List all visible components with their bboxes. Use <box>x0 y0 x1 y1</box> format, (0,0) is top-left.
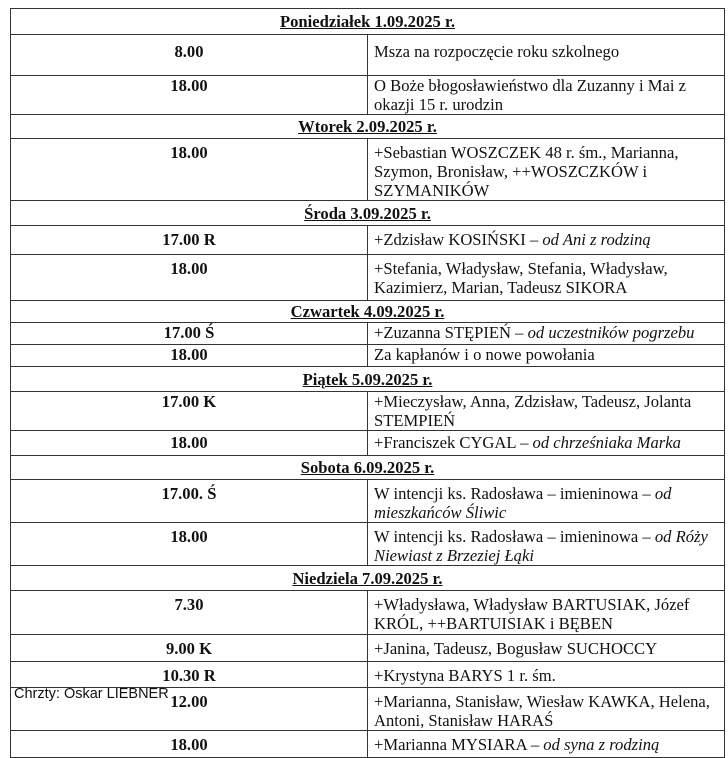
mass-intention <box>368 523 725 566</box>
day-title: Czwartek 4.09.2025 r. <box>290 302 445 321</box>
mass-row <box>11 139 725 201</box>
mass-time: 17.00 R <box>11 226 368 255</box>
day-header-row <box>11 566 725 591</box>
day-header-row <box>11 301 725 323</box>
mass-row <box>11 591 725 635</box>
mass-time: 9.00 K <box>11 635 368 662</box>
mass-intention <box>368 431 725 456</box>
mass-row <box>11 731 725 758</box>
mass-row <box>11 480 725 523</box>
mass-time: 17.00 K <box>11 392 368 431</box>
mass-time: 10.30 R <box>11 662 368 688</box>
mass-intention <box>368 591 725 635</box>
mass-time: 18.00 <box>11 76 368 115</box>
intention-text: +Stefania, Władysław, Stefania, Władysław, Kazimierz, Marian, Tadeusz SIKORA <box>374 259 668 297</box>
intention-note: od mieszkańców Śliwic <box>374 484 672 522</box>
mass-time: 8.00 <box>11 35 368 76</box>
mass-row <box>11 255 725 301</box>
day-title: Piątek 5.09.2025 r. <box>302 369 433 389</box>
day-header <box>11 9 725 35</box>
day-header <box>11 301 725 323</box>
day-header-row <box>11 115 725 139</box>
intention-text: +Franciszek CYGAL – <box>374 433 533 452</box>
mass-intention <box>368 392 725 431</box>
intention-text: +Marianna MYSIARA – <box>374 735 544 754</box>
intention-text: +Sebastian WOSZCZEK 48 r. śm., Marianna, Szymon, Bronisław, ++WOSZCZKÓW i SZYMANIKÓW <box>374 143 679 200</box>
mass-time: 17.00. Ś <box>11 480 368 523</box>
day-title: Wtorek 2.09.2025 r. <box>298 117 437 136</box>
day-header <box>11 456 725 480</box>
mass-time: 18.00 <box>11 345 368 367</box>
mass-time: 18.00 <box>11 523 368 566</box>
mass-intention <box>368 139 725 201</box>
day-header-row <box>11 9 725 35</box>
mass-row <box>11 392 725 431</box>
mass-row <box>11 635 725 662</box>
intention-note: od Ani z rodziną <box>542 230 651 249</box>
day-header <box>11 566 725 591</box>
intention-text: +Janina, Tadeusz, Bogusław SUCHOCCY <box>374 639 658 658</box>
day-title: Środa 3.09.2025 r. <box>304 203 431 223</box>
intention-text: +Mieczysław, Anna, Zdzisław, Tadeusz, Jolanta STEMPIEŃ <box>374 392 692 430</box>
mass-row <box>11 76 725 115</box>
intention-text: O Boże błogosławieństwo dla Zuzanny i Mai z okazji 15 r. urodzin <box>374 76 686 114</box>
day-title: Poniedziałek 1.09.2025 r. <box>279 12 455 31</box>
intention-text: W intencji ks. Radosława – imieninowa – <box>374 484 655 503</box>
mass-intention <box>368 731 725 758</box>
mass-row <box>11 345 725 367</box>
intention-text: +Władysława, Władysław BARTUSIAK, Józef KRÓL, ++BARTUISIAK i BĘBEN <box>374 595 690 633</box>
intention-text: +Marianna, Stanisław, Wiesław KAWKA, Helena, Antoni, Stanisław HARAŚ <box>374 692 710 730</box>
mass-intention <box>368 480 725 523</box>
mass-intention <box>368 226 725 255</box>
mass-row <box>11 226 725 255</box>
day-title: Niedziela 7.09.2025 r. <box>292 568 443 588</box>
mass-time: 18.00 <box>11 255 368 301</box>
mass-row <box>11 431 725 456</box>
intention-note: od chrześniaka Marka <box>532 433 681 452</box>
mass-intention <box>368 635 725 662</box>
mass-intention <box>368 662 725 688</box>
mass-row <box>11 662 725 688</box>
day-header <box>11 115 725 139</box>
baptisms-note: Chrzty: Oskar LIEBNER <box>14 686 169 702</box>
mass-time: 18.00 <box>11 139 368 201</box>
day-header-row <box>11 367 725 392</box>
mass-row <box>11 35 725 76</box>
mass-row <box>11 523 725 566</box>
mass-time: 12.00 <box>11 688 368 731</box>
intention-text: +Krystyna BARYS 1 r. śm. <box>374 666 556 685</box>
mass-intention <box>368 255 725 301</box>
mass-intention <box>368 323 725 345</box>
intention-text: +Zdzisław KOSIŃSKI – <box>374 230 543 249</box>
mass-schedule-table <box>10 8 725 758</box>
mass-intention <box>368 35 725 76</box>
mass-intention <box>368 345 725 367</box>
mass-row <box>11 323 725 345</box>
intention-text: +Zuzanna STĘPIEŃ – <box>374 323 528 342</box>
intention-text: W intencji ks. Radosława – imieninowa – <box>374 527 655 546</box>
intention-note: od uczestników pogrzebu <box>527 323 695 342</box>
mass-intention <box>368 688 725 731</box>
mass-time: 7.30 <box>11 591 368 635</box>
mass-time: 18.00 <box>11 431 368 456</box>
intention-note: od syna z rodziną <box>543 735 660 754</box>
mass-time: 18.00 <box>11 731 368 758</box>
intention-text: Msza na rozpoczęcie roku szkolnego <box>374 42 620 61</box>
mass-time: 17.00 Ś <box>11 323 368 345</box>
intention-text: Za kapłanów i o nowe powołania <box>374 345 595 364</box>
intention-note: od Róży Niewiast z Brzeziej Łąki <box>374 527 708 565</box>
day-header-row <box>11 201 725 226</box>
day-header <box>11 367 725 392</box>
day-header <box>11 201 725 226</box>
day-title: Sobota 6.09.2025 r. <box>300 458 435 477</box>
day-header-row <box>11 456 725 480</box>
mass-intention <box>368 76 725 115</box>
